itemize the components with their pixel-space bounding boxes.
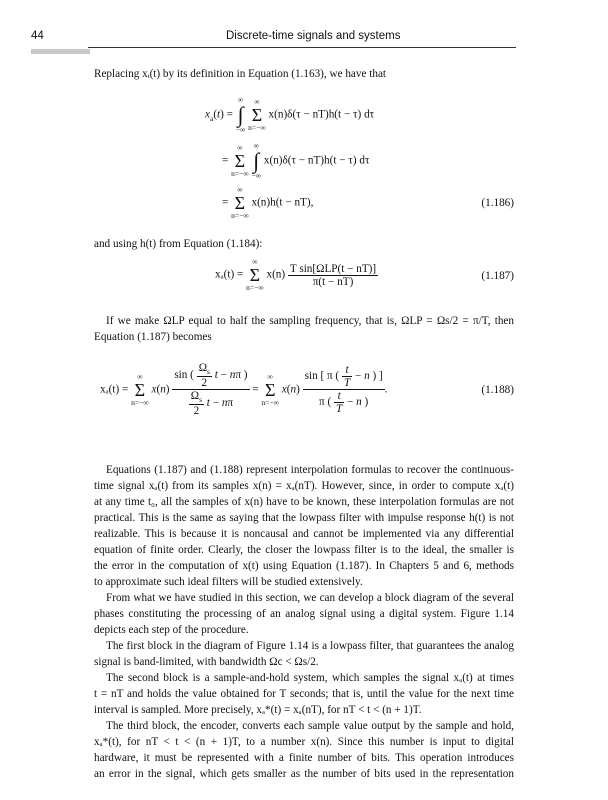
using-paragraph	[94, 236, 514, 252]
eq-1186-line-1-body: x(n)δ(τ − nT)h(t − τ) dτ	[268, 108, 375, 121]
text-line: The first block in the diagram of Figure 1.14 is a lowpass filter, that guarantees the analog	[106, 640, 514, 652]
equation-1187: xₐ(t) = ∞ Σ n=−∞ x(n) $\frac{\text{T sin[ΩLP(t − nT)]}}{\pi(t - nT)}$	[215, 257, 377, 292]
header-rule	[88, 47, 516, 48]
equation-number-1186: (1.186)	[481, 197, 514, 209]
equation-number-1188: (1.188)	[481, 384, 514, 396]
eq-1188-fraction-2: sin [ π ( $\frac{t}{T}$ − n ) ] π ( $\frac{t}{T}$ − n )	[304, 364, 383, 416]
eq-1187-numerator: T sin[ΩLP(t − nT)]	[289, 262, 377, 275]
omega-paragraph	[94, 313, 514, 345]
running-title: Discrete-time signals and systems	[226, 30, 401, 42]
paragraph-interpolation	[94, 462, 514, 590]
text-line: practical. This is the same as saying that the lowpass filter with impulse response h(t) is not	[94, 512, 514, 524]
text-line: an error in the signal, which gets smaller as the number of bits used in the representation	[94, 768, 514, 780]
paragraph-third-block	[94, 718, 514, 782]
header-bar	[31, 49, 90, 54]
text-line: interval is sampled. More precisely, xₐ*(t) = xₐ(nT), for nT < t < (n + 1)T.	[94, 704, 422, 716]
equation-1186-line-1: $x_a(t)$ = ∞ ∫ −∞ ∞ Σ n=−∞ x(n)δ(τ − nT)h(t − τ) dτ	[205, 95, 375, 134]
equation-number-1187: (1.187)	[481, 270, 514, 282]
text-line: at any time t₀, all the samples of x(n) have to be known, these interpolation formulas are not	[94, 496, 514, 508]
equation-1186-line-3: = ∞ Σ n=−∞ x(n)h(t − nT),	[222, 185, 314, 220]
text-line: Equation (1.187) becomes	[94, 331, 212, 343]
text-line: to approximate such ideal filters will be studied extensively.	[94, 576, 363, 588]
paragraph-first-block	[94, 638, 514, 670]
eq-1186-line-3-body: x(n)h(t − nT),	[251, 196, 314, 209]
eq-1188-lhs: xₐ(t) =	[100, 383, 129, 396]
eq-1187-lhs: xₐ(t) =	[215, 268, 244, 281]
text-line: The third block, the encoder, converts each sample value output by the sample and hold,	[106, 720, 514, 732]
text-line: xₐ*(t), for nT < t < (n + 1)T, to a number x(n). Since this number is input to digital	[94, 736, 514, 748]
eq-1188-fraction-1: sin ( $\frac{\Omega_s}{2}$ t − nπ ) $\frac{\Omega_s}{2}$ t − nπ	[174, 362, 248, 418]
text-line: hardware, it must be represented with a finite number of bits. This operation introduces	[94, 752, 514, 764]
text-line: the error in the computation of x(t) using Equation (1.187). In Chapters 5 and 6, methods	[94, 560, 514, 572]
paragraph-second-block	[94, 670, 514, 718]
page-header	[0, 30, 608, 44]
text-line: From what we have studied in this section, we can develop a block diagram of the several	[106, 592, 514, 604]
text-line: phases constituting the processing of an analog signal using a digital system. Figure 1.14	[94, 608, 514, 620]
eq-1187-fraction	[288, 263, 378, 288]
text-line: The second block is a sample-and-hold system, which samples the signal xₐ(t) at times	[106, 672, 514, 684]
text-line: realizable. This is because it is noncausal and cannot be implemented via any differential	[94, 528, 514, 540]
text-line: and using h(t) from Equation (1.184):	[94, 238, 263, 250]
eq-1187-factor: x(n)	[266, 268, 286, 281]
text-line: signal is band-limited, with bandwidth Ωc < Ωs/2.	[94, 656, 319, 668]
eq-1186-line-2-body: x(n)δ(τ − nT)h(t − τ) dτ	[263, 154, 370, 167]
text-line: time signal xₐ(t) from its samples x(n) = xₐ(nT). However, since, in order to compute xₐ(t)	[94, 480, 514, 492]
text-line: t = nT and holds the value obtained for T seconds; that is, until the value for the next time	[94, 688, 514, 700]
eq-1187-denominator: π(t − nT)	[312, 275, 354, 288]
page-number: 44	[31, 30, 44, 42]
text-line: Replacing xᵢ(t) by its definition in Equation (1.163), we have that	[94, 68, 387, 80]
text-line: Equations (1.187) and (1.188) represent interpolation formulas to recover the continuous-	[106, 464, 514, 476]
text-line: If we make ΩLP equal to half the sampling frequency, that is, ΩLP = Ωs/2 = π/T, then	[106, 315, 514, 327]
equation-1186-line-2: = ∞ Σ n=−∞ ∞ ∫ −∞ x(n)δ(τ − nT)h(t − τ) dτ	[222, 141, 370, 180]
text-line: depicts each step of the procedure.	[94, 624, 249, 636]
text-line: equation of finite order. Clearly, the closer the lowpass filter is to the ideal, the smaller is	[94, 544, 514, 556]
paragraph-block-diagram	[94, 590, 514, 638]
equation-1188: xₐ(t) = ∞ Σ n=−∞ x(n) sin ( $\frac{\Omega_s}{2}$ t − nπ ) $\frac{\Omega_s}{2}$ t − nπ = ∞ Σ n=−∞ x(n) sin [ π ( $\frac{t}{T}$ − n ) ] π ( $\frac{t}{T}$ − n ) .	[100, 362, 388, 418]
intro-paragraph	[94, 66, 514, 82]
